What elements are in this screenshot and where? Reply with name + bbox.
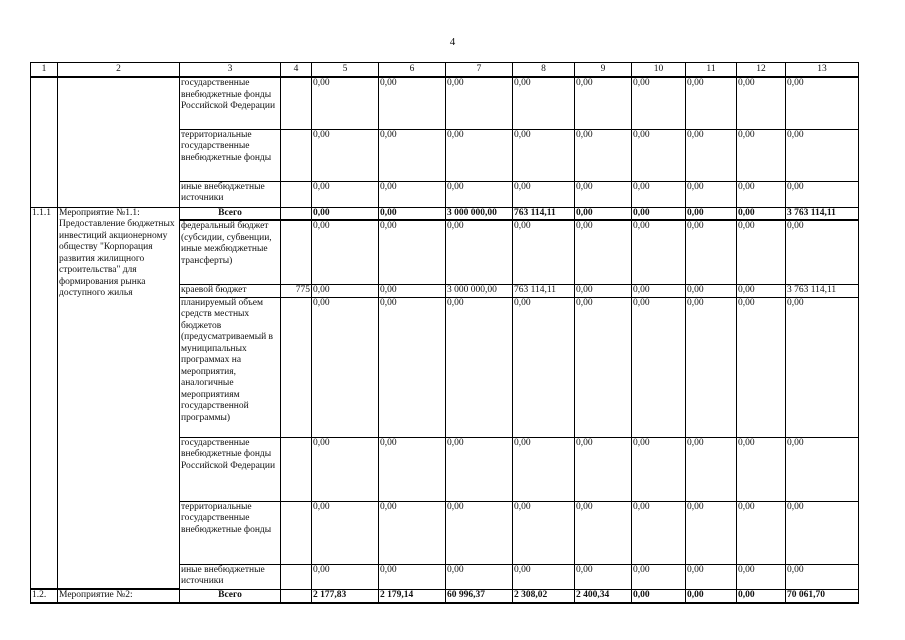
value-cell: 3 763 114,11: [786, 284, 859, 297]
value-cell: 0,00: [312, 77, 379, 129]
code-cell: [281, 181, 312, 207]
value-cell: 0,00: [737, 284, 786, 297]
value-cell: 0,00: [786, 77, 859, 129]
item-number-cell: 1.2.: [31, 589, 58, 603]
value-cell: 0,00: [786, 181, 859, 207]
value-cell: 0,00: [513, 297, 575, 437]
value-cell: 0,00: [513, 77, 575, 129]
value-cell: 0,00: [446, 297, 513, 437]
value-cell: 0,00: [312, 181, 379, 207]
value-cell: 0,00: [632, 207, 686, 220]
code-cell: [281, 77, 312, 129]
value-cell: 0,00: [632, 220, 686, 284]
value-cell: 0,00: [686, 437, 737, 501]
value-cell: 0,00: [737, 207, 786, 220]
value-cell: 2 308,02: [513, 589, 575, 603]
header-row: [31, 63, 859, 78]
value-cell: 0,00: [686, 297, 737, 437]
value-cell: 0,00: [632, 297, 686, 437]
value-cell: 0,00: [632, 181, 686, 207]
header-cell: 8: [513, 63, 575, 78]
value-cell: 0,00: [379, 220, 446, 284]
header-cell: 3: [180, 63, 281, 78]
value-cell: 0,00: [575, 564, 632, 589]
value-cell: 0,00: [379, 437, 446, 501]
value-cell: 763 114,11: [513, 207, 575, 220]
code-cell: [281, 501, 312, 564]
value-cell: 0,00: [632, 589, 686, 603]
value-cell: 0,00: [379, 564, 446, 589]
value-cell: 0,00: [575, 501, 632, 564]
value-cell: 0,00: [686, 77, 737, 129]
value-cell: 0,00: [686, 207, 737, 220]
value-cell: 2 400,34: [575, 589, 632, 603]
source-cell: Всего: [180, 207, 281, 220]
source-cell: планируемый объем средств местных бюджетов (предусматриваемый в муниципальных программах на мероприятия, аналогичные мероприятиям государственной программы): [180, 297, 281, 437]
value-cell: 0,00: [632, 284, 686, 297]
value-cell: 0,00: [575, 129, 632, 181]
value-cell: 0,00: [446, 437, 513, 501]
value-cell: 0,00: [575, 297, 632, 437]
item-name-cell: Мероприятие №1.1: Предоставление бюджетных инвестиций акционерному обществу "Корпорация развития жилищного строительства" для формирования рынка доступного жилья: [58, 207, 180, 589]
value-cell: 0,00: [632, 564, 686, 589]
value-cell: 0,00: [686, 284, 737, 297]
header-cell: 7: [446, 63, 513, 78]
value-cell: 0,00: [312, 564, 379, 589]
value-cell: 0,00: [737, 297, 786, 437]
value-cell: 0,00: [312, 220, 379, 284]
source-cell: иные внебюджетные источники: [180, 564, 281, 589]
source-cell: государственные внебюджетные фонды Российской Федерации: [180, 437, 281, 501]
item-number-cell: [31, 77, 58, 207]
value-cell: 0,00: [686, 564, 737, 589]
code-cell: [281, 297, 312, 437]
value-cell: 0,00: [686, 181, 737, 207]
source-cell: государственные внебюджетные фонды Российской Федерации: [180, 77, 281, 129]
value-cell: 0,00: [786, 297, 859, 437]
header-cell: 11: [686, 63, 737, 78]
header-cell: 10: [632, 63, 686, 78]
code-cell: 775: [281, 284, 312, 297]
value-cell: 763 114,11: [513, 284, 575, 297]
value-cell: 0,00: [575, 437, 632, 501]
header-cell: 9: [575, 63, 632, 78]
source-cell: иные внебюджетные источники: [180, 181, 281, 207]
value-cell: 0,00: [686, 220, 737, 284]
source-cell: краевой бюджет: [180, 284, 281, 297]
value-cell: 0,00: [786, 501, 859, 564]
value-cell: 0,00: [312, 501, 379, 564]
source-cell: Всего: [180, 589, 281, 603]
value-cell: 3 763 114,11: [786, 207, 859, 220]
value-cell: 0,00: [513, 220, 575, 284]
table-row: [31, 77, 859, 129]
value-cell: 0,00: [312, 437, 379, 501]
code-cell: [281, 207, 312, 220]
code-cell: [281, 129, 312, 181]
value-cell: 0,00: [686, 501, 737, 564]
value-cell: 0,00: [632, 501, 686, 564]
value-cell: 0,00: [575, 284, 632, 297]
header-cell: 12: [737, 63, 786, 78]
value-cell: 0,00: [786, 220, 859, 284]
value-cell: 0,00: [379, 207, 446, 220]
value-cell: 0,00: [379, 77, 446, 129]
header-cell: 6: [379, 63, 446, 78]
header-cell: 1: [31, 63, 58, 78]
value-cell: 0,00: [686, 129, 737, 181]
source-cell: территориальные государственные внебюджетные фонды: [180, 501, 281, 564]
header-cell: 5: [312, 63, 379, 78]
value-cell: 0,00: [737, 220, 786, 284]
value-cell: 2 177,83: [312, 589, 379, 603]
value-cell: 0,00: [513, 129, 575, 181]
value-cell: 3 000 000,00: [446, 207, 513, 220]
value-cell: 0,00: [446, 129, 513, 181]
table-row: [31, 589, 859, 603]
code-cell: [281, 220, 312, 284]
page-number: 4: [449, 36, 456, 48]
value-cell: 0,00: [513, 181, 575, 207]
value-cell: 0,00: [575, 181, 632, 207]
value-cell: 0,00: [446, 564, 513, 589]
header-cell: 2: [58, 63, 180, 78]
value-cell: 0,00: [513, 437, 575, 501]
value-cell: 0,00: [632, 77, 686, 129]
value-cell: 0,00: [312, 284, 379, 297]
code-cell: [281, 437, 312, 501]
value-cell: 0,00: [737, 564, 786, 589]
code-cell: [281, 589, 312, 603]
header-cell: 4: [281, 63, 312, 78]
value-cell: 0,00: [686, 589, 737, 603]
value-cell: 0,00: [513, 564, 575, 589]
value-cell: 0,00: [737, 129, 786, 181]
value-cell: 0,00: [379, 501, 446, 564]
value-cell: 0,00: [737, 181, 786, 207]
value-cell: 0,00: [446, 77, 513, 129]
value-cell: 0,00: [632, 129, 686, 181]
value-cell: 70 061,70: [786, 589, 859, 603]
value-cell: 0,00: [513, 501, 575, 564]
source-cell: территориальные государственные внебюджетные фонды: [180, 129, 281, 181]
item-name-cell: Мероприятие №2:: [58, 589, 180, 603]
value-cell: 0,00: [737, 589, 786, 603]
item-name-cell: [58, 77, 180, 207]
value-cell: 0,00: [737, 501, 786, 564]
value-cell: 2 179,14: [379, 589, 446, 603]
value-cell: 3 000 000,00: [446, 284, 513, 297]
value-cell: 0,00: [312, 297, 379, 437]
value-cell: 0,00: [379, 284, 446, 297]
value-cell: 0,00: [446, 501, 513, 564]
value-cell: 0,00: [312, 129, 379, 181]
value-cell: 60 996,37: [446, 589, 513, 603]
value-cell: 0,00: [312, 207, 379, 220]
value-cell: 0,00: [786, 437, 859, 501]
value-cell: 0,00: [575, 77, 632, 129]
value-cell: 0,00: [737, 437, 786, 501]
header-cell: 13: [786, 63, 859, 78]
value-cell: 0,00: [632, 437, 686, 501]
value-cell: 0,00: [379, 129, 446, 181]
value-cell: 0,00: [446, 181, 513, 207]
value-cell: 0,00: [737, 77, 786, 129]
value-cell: 0,00: [575, 220, 632, 284]
table-row: [31, 207, 859, 220]
code-cell: [281, 564, 312, 589]
source-cell: федеральный бюджет (субсидии, субвенции, иные межбюджетные трансферты): [180, 220, 281, 284]
value-cell: 0,00: [446, 220, 513, 284]
budget-table: [30, 62, 859, 604]
value-cell: 0,00: [786, 564, 859, 589]
item-number-cell: 1.1.1: [31, 207, 58, 589]
value-cell: 0,00: [575, 207, 632, 220]
value-cell: 0,00: [786, 129, 859, 181]
value-cell: 0,00: [379, 297, 446, 437]
value-cell: 0,00: [379, 181, 446, 207]
